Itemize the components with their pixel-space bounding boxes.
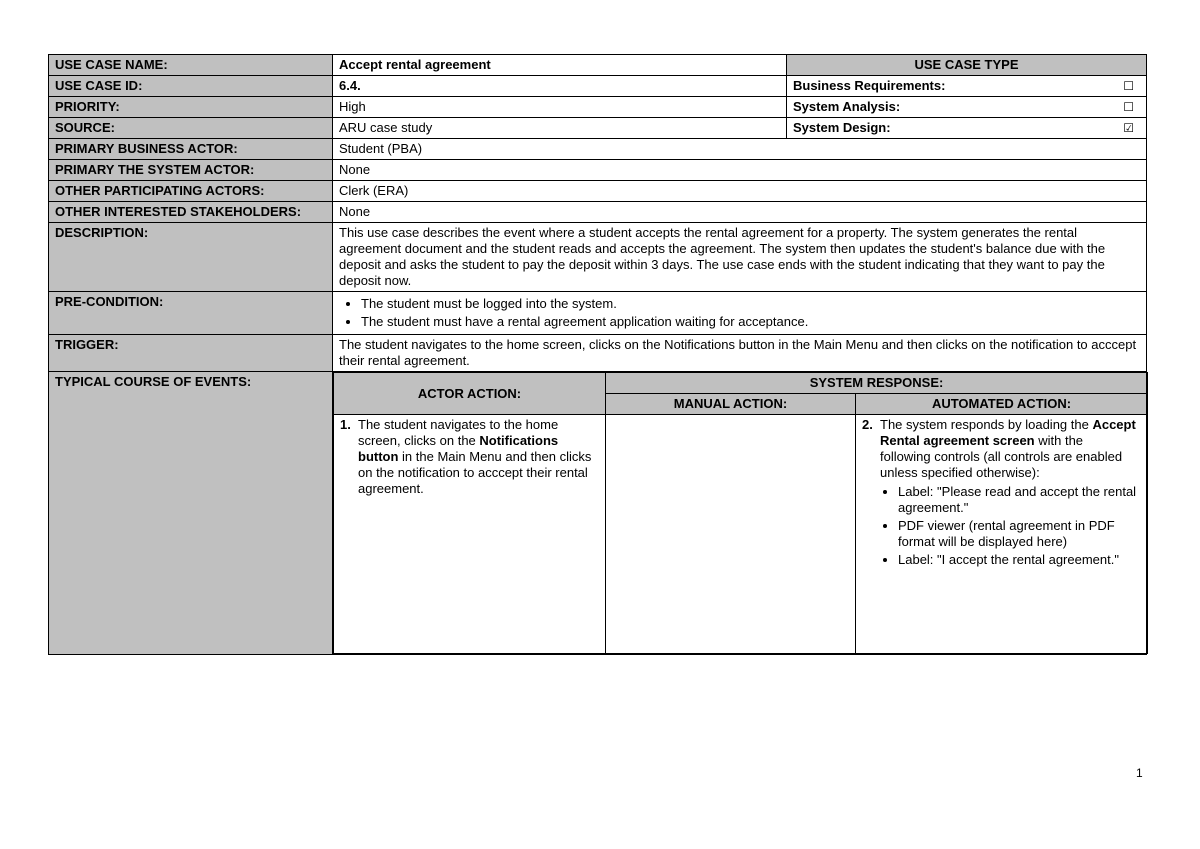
step-text (880, 417, 1137, 570)
controls-list (880, 484, 1137, 568)
row-stakeholders (49, 202, 1147, 223)
step-text-part: with the following controls (all controls are enabled unless specified otherwise): (880, 433, 1123, 480)
priority-label: PRIORITY: (49, 97, 333, 118)
use-case-id-value: 6.4. (333, 76, 787, 97)
events-step-row (334, 415, 1148, 654)
row-precondition (49, 292, 1147, 335)
control-item: • Label: "I accept the rental agreement." (898, 552, 1137, 568)
row-other-actors (49, 181, 1147, 202)
use-case-table (48, 54, 1147, 655)
events-cell (333, 372, 1147, 655)
row-typical-course (49, 372, 1147, 655)
stakeholders-value: None (333, 202, 1147, 223)
other-actors-value: Clerk (ERA) (333, 181, 1147, 202)
row-use-case-id (49, 76, 1147, 97)
use-case-id-label: USE CASE ID: (49, 76, 333, 97)
row-primary-business-actor (49, 139, 1147, 160)
automated-step-2 (856, 415, 1148, 654)
row-source (49, 118, 1147, 139)
step-number: 1. (340, 417, 351, 432)
step-text-part: The system responds by loading the (880, 417, 1093, 432)
row-description (49, 223, 1147, 292)
precondition-item: • The student must have a rental agreement application waiting for acceptance. (361, 314, 1140, 330)
checkbox-unchecked-icon[interactable]: ☐ (1123, 79, 1134, 93)
events-header-row (334, 373, 1148, 394)
type-business-requirements (787, 76, 1147, 97)
control-item: • PDF viewer (rental agreement in PDF format will be displayed here) (898, 518, 1137, 550)
use-case-type-header: USE CASE TYPE (787, 55, 1147, 76)
events-table (333, 372, 1148, 654)
priority-value: High (333, 97, 787, 118)
control-item: • Label: "Please read and accept the rental agreement." (898, 484, 1137, 516)
trigger-label: TRIGGER: (49, 335, 333, 372)
actor-action-header: ACTOR ACTION: (334, 373, 606, 415)
type-system-analysis-label: System Analysis: (793, 99, 901, 114)
automated-action-header: AUTOMATED ACTION: (856, 394, 1148, 415)
stakeholders-label: OTHER INTERESTED STAKEHOLDERS: (49, 202, 333, 223)
type-system-analysis (787, 97, 1147, 118)
actor-step-1 (334, 415, 606, 654)
type-business-requirements-label: Business Requirements: (793, 78, 946, 93)
source-label: SOURCE: (49, 118, 333, 139)
row-use-case-name (49, 55, 1147, 76)
precondition-list-cell (333, 292, 1147, 335)
use-case-document (48, 54, 1146, 655)
manual-action-header: MANUAL ACTION: (606, 394, 856, 415)
step-text-part: in the Main Menu and then clicks on the notification to acccept their rental agreement. (358, 449, 592, 496)
row-trigger (49, 335, 1147, 372)
precondition-label: PRE-CONDITION: (49, 292, 333, 335)
primary-business-actor-value: Student (PBA) (333, 139, 1147, 160)
use-case-name-label: USE CASE NAME: (49, 55, 333, 76)
primary-system-actor-label: PRIMARY THE SYSTEM ACTOR: (49, 160, 333, 181)
checkbox-unchecked-icon[interactable]: ☐ (1123, 100, 1134, 114)
step-text-bold: Accept Rental agreement screen (880, 417, 1136, 448)
primary-system-actor-value: None (333, 160, 1147, 181)
page-number: 1 (1136, 766, 1143, 780)
step-text-bold: Notifications button (358, 433, 559, 464)
step-number: 2. (862, 417, 873, 432)
other-actors-label: OTHER PARTICIPATING ACTORS: (49, 181, 333, 202)
row-priority (49, 97, 1147, 118)
system-response-header: SYSTEM RESPONSE: (606, 373, 1148, 394)
precondition-item: • The student must be logged into the system. (361, 296, 1140, 312)
primary-business-actor-label: PRIMARY BUSINESS ACTOR: (49, 139, 333, 160)
type-system-design (787, 118, 1147, 139)
checkbox-checked-icon[interactable]: ☑ (1123, 121, 1134, 135)
description-value: This use case describes the event where a student accepts the rental agreement for a property. The system generates the rental agreement document and the student reads and accepts the agreement. The system then updates the student's balance due with the deposit and asks the student to pay the deposit within 3 days. The use case ends with the student indicating that they want to pay the deposit now. (333, 223, 1147, 292)
step-text (358, 417, 595, 497)
manual-action-cell (606, 415, 856, 654)
row-primary-system-actor (49, 160, 1147, 181)
use-case-name-value: Accept rental agreement (333, 55, 787, 76)
source-value: ARU case study (333, 118, 787, 139)
trigger-value: The student navigates to the home screen, clicks on the Notifications button in the Main Menu and then clicks on the notification to acccept their rental agreement. (333, 335, 1147, 372)
type-system-design-label: System Design: (793, 120, 891, 135)
typical-course-label: TYPICAL COURSE OF EVENTS: (49, 372, 333, 655)
description-label: DESCRIPTION: (49, 223, 333, 292)
precondition-list (339, 296, 1140, 330)
step-text-part: The student navigates to the home screen, clicks on the (358, 417, 559, 448)
